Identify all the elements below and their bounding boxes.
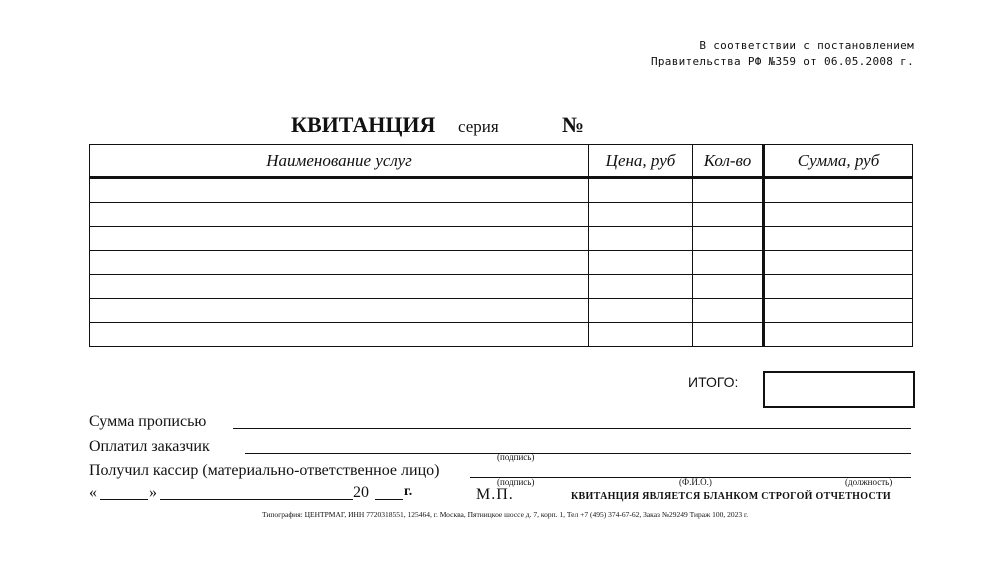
sum-cell[interactable] [764,299,913,323]
printer-info: Типография: ЦЕНТРМАГ, ИНН 7720318551, 125464, г. Москва, Пятницкое шоссе д. 7, корп. 1, Тел +7 (495) 374-67-62, Заказ №29249 Тираж 100, 2023 г. [262,510,749,519]
sum-cell[interactable] [764,203,913,227]
date-close-quote: » [149,484,157,501]
table-header-row [90,145,913,178]
date-day-field[interactable] [100,499,148,500]
sum-cell[interactable] [764,251,913,275]
service-cell[interactable] [90,251,589,275]
quantity-cell[interactable] [693,227,764,251]
column-header-price: Цена, руб [589,145,693,178]
legal-reference [651,38,914,70]
price-cell[interactable] [589,203,693,227]
number-label: № [562,112,585,137]
date-year-field[interactable] [375,499,403,500]
cashier-position-caption: (должность) [845,477,893,487]
amount-words-field[interactable] [233,428,911,429]
quantity-cell[interactable] [693,275,764,299]
services-table [89,144,913,347]
date-month-field[interactable] [160,499,353,500]
amount-words-label: Сумма прописью [89,413,207,430]
sum-cell[interactable] [764,275,913,299]
paid-by-signature-caption: (подпись) [497,452,535,462]
year-suffix: г. [404,484,413,499]
price-cell[interactable] [589,227,693,251]
series-label: серия [458,117,499,136]
strict-reporting-notice: КВИТАНЦИЯ ЯВЛЯЕТСЯ БЛАНКОМ СТРОГОЙ ОТЧЕТНОСТИ [571,491,892,502]
cashier-fio-caption: (Ф.И.О.) [679,477,712,487]
cashier-signature-caption: (подпись) [497,477,535,487]
sum-cell[interactable] [764,227,913,251]
stamp-place-label: М.П. [476,486,514,503]
date-open-quote: « [89,484,97,501]
service-cell[interactable] [90,227,589,251]
total-field[interactable] [763,371,915,408]
sum-cell[interactable] [764,323,913,347]
service-cell[interactable] [90,299,589,323]
price-cell[interactable] [589,251,693,275]
column-header-sum: Сумма, руб [764,145,913,178]
price-cell[interactable] [589,299,693,323]
quantity-cell[interactable] [693,178,764,203]
quantity-cell[interactable] [693,299,764,323]
price-cell[interactable] [589,323,693,347]
table-row [90,227,913,251]
service-cell[interactable] [90,323,589,347]
column-header-service: Наименование услуг [90,145,589,178]
quantity-cell[interactable] [693,323,764,347]
table-row [90,275,913,299]
total-label: ИТОГО: [688,374,739,390]
table-row [90,178,913,203]
service-cell[interactable] [90,203,589,227]
service-cell[interactable] [90,275,589,299]
sum-cell[interactable] [764,178,913,203]
year-prefix: 20 [353,484,369,501]
column-header-quantity: Кол-во [693,145,764,178]
table-row [90,251,913,275]
price-cell[interactable] [589,178,693,203]
legal-line-1: В соответствии с постановлением [699,39,914,52]
table-row [90,299,913,323]
table-row [90,323,913,347]
quantity-cell[interactable] [693,203,764,227]
legal-line-2: Правительства РФ №359 от 06.05.2008 г. [650,55,914,68]
table-row [90,203,913,227]
paid-by-label: Оплатил заказчик [89,438,210,455]
service-cell[interactable] [90,178,589,203]
receipt-title: КВИТАНЦИЯ [291,112,436,137]
paid-by-field[interactable] [245,453,911,454]
cashier-label: Получил кассир (материально-ответственное лицо) [89,462,440,479]
quantity-cell[interactable] [693,251,764,275]
price-cell[interactable] [589,275,693,299]
